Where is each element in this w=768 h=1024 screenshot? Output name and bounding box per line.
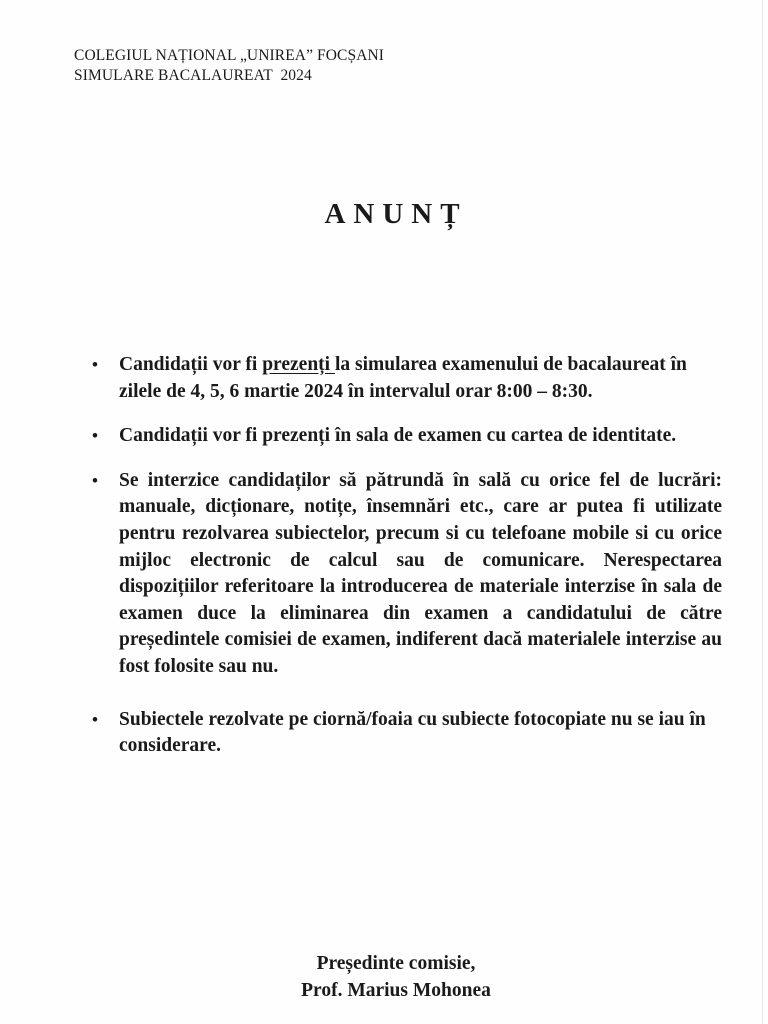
exam-event-name: SIMULARE BACALAUREAT 2024 — [74, 67, 312, 84]
rule-item — [92, 352, 722, 405]
rule-text-part: Candidații vor fi — [119, 354, 263, 375]
rule-item — [92, 423, 722, 450]
page-edge-line — [762, 0, 763, 1024]
signature-name: Prof. Marius Mohonea — [301, 980, 491, 1001]
bullet-icon: • — [92, 709, 98, 729]
rule-emphasis: prezenți — [262, 354, 335, 375]
rule-text-part: la simularea examenului de bacalaureat în zilele de 4, 5, 6 martie 2024 în intervalul orar 8:00 – 8:30. — [119, 354, 687, 402]
institution-name: COLEGIUL NAȚIONAL „UNIREA” FOCȘANI — [74, 47, 385, 64]
rule-text — [119, 352, 722, 405]
announcement-title: ANUNȚ — [324, 198, 468, 230]
document-header — [74, 46, 384, 86]
rule-item — [92, 707, 722, 760]
rule-text: Subiectele rezolvate pe ciornă/foaia cu subiecte fotocopiate nu se iau în considerare. — [119, 708, 706, 757]
rule-text: Se interzice candidaților să pătrundă în sală cu orice fel de lucrări: manuale, dicționare, notițe, însemnări etc., care ar putea fi utilizate pentru rezolvarea subiectelor, precum si cu telefoane mobile si cu orice mijloc electronic de calcul sau de comunicare. Nerespectarea dispozițiilor referitoare la introducerea de materiale interzise în sala de examen duce la eliminarea din examen a candidatului de către președintele comisiei de examen, indiferent dacă materialele interzise au fost folosite sau nu. — [119, 469, 722, 677]
signature-block — [0, 950, 768, 1004]
rules-list — [92, 352, 722, 760]
bullet-icon: • — [92, 355, 98, 374]
signature-role: Președinte comisie, — [316, 953, 476, 974]
rule-item — [92, 468, 722, 681]
bullet-icon: • — [92, 426, 98, 446]
bullet-icon: • — [92, 470, 98, 490]
rule-text: Candidații vor fi prezenți în sala de examen cu cartea de identitate. — [119, 425, 677, 447]
